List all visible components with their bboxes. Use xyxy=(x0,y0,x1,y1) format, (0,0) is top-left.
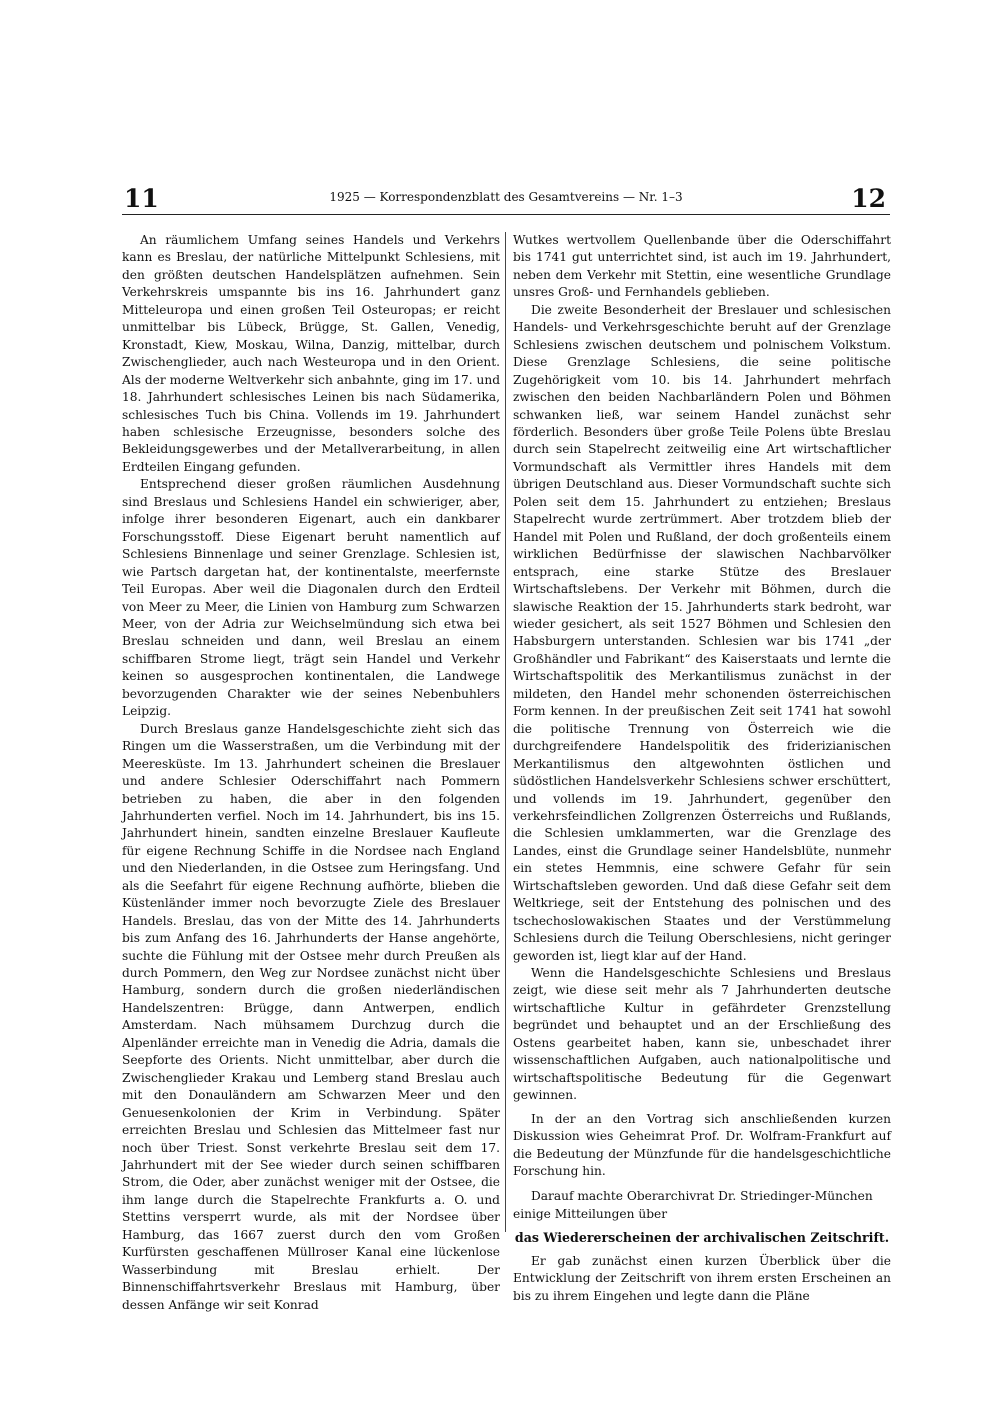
paragraph: Durch Breslaus ganze Handelsgeschichte zieht sich das Ringen um die Wasserstraßen, um die Verbindung mit der Meeresküste. Im 13. Jahrhundert scheinen die Breslauer und andere Schlesier Oderschiffahrt nach Pommern betrieben zu haben, die aber in den folgenden Jahrhunderten verfiel. Noch im 14. Jahrhundert, bis ins 15. Jahrhundert hinein, sandten einzelne Breslauer Kaufleute für eigene Rechnung Schiffe in die Nordsee nach England und den Niederlanden, in die Ostsee zum Heringsfang. Und als die Seefahrt für eigene Rechnung aufhörte, blieben die Küstenländer immer noch bevorzugte Ziele des Breslauer Handels. Breslau, das von der Mitte des 14. Jahrhunderts bis zum Anfang des 16. Jahrhunderts der Hanse angehörte, suchte die Fühlung mit der Ostsee mehr durch Preußen als durch Pommern, den Weg zur Nordsee zunächst nicht über Hamburg, sondern durch die großen niederländischen Handelszentren: Brügge, dann Antwerpen, endlich Amsterdam. Nach mühsamem Durchzug durch die Alpenländer erreichte man in Venedig die Adria, damals die Seepforte des Orients. Nicht unmittelbar, aber durch die Zwischenglieder Krakau und Lemberg stand Breslau auch mit den Donauländern am Schwarzen Meer und den Genuesenkolonien der Krim in Verbindung. Später erreichten Breslau und Schlesien das Mittelmeer fast nur noch über Triest. Sonst verkehrte Breslau seit dem 17. Jahrhundert mit der See wieder durch seinen schiffbaren Strom, die Oder, aber zunächst weniger mit der Ostsee, die ihm lange durch die Stapelrechte Frankfurts a. O. und Stettins versperrt wurde, als mit der Nordsee über Hamburg, das 1667 zuerst durch den vom Großen Kurfürsten geschaffenen Müllroser Kanal eine lückenlose Wasserbindung mit Breslau erhielt. Der Binnenschiffahrtsverkehr Breslaus mit Hamburg, über dessen Anfänge wir seit Konrad xyxy=(122,721,500,1312)
header-rule xyxy=(122,214,890,215)
paragraph: In der an den Vortrag sich anschließenden kurzen Diskussion wies Geheimrat Prof. Dr. Wolfram-Frankfurt auf die Bedeutung der Münzfunde für die handelsgeschichtliche Forschung hin. xyxy=(513,1111,891,1179)
paragraph: Wenn die Handelsgeschichte Schlesiens und Breslaus zeigt, wie diese seit mehr als 7 Jahrhunderten deutsche wirtschaftliche Kultur in gefährdeter Grenzstellung begründet und behauptet und an der Erschließung des Ostens gearbeitet haben, kann sie, unbeschadet ihrer wissenschaftlichen Aufgaben, auch nationalpolitische und wirtschaftspolitische Bedeutung für die Gegenwart gewinnen. xyxy=(513,966,891,1103)
right-column xyxy=(513,232,891,1305)
paragraph: Entsprechend dieser großen räumlichen Ausdehnung sind Breslaus und Schlesiens Handel ein schwieriger, aber, infolge ihrer besonderen Eigenart, auch ein dankbarer Forschungsstoff. Diese Eigenart beruht namentlich auf Schlesiens Binnenlage und seiner Grenzlage. Schlesien ist, wie Partsch dargetan hat, der kontinentalste, meerfernste Teil Europas. Aber weil die Diagonalen durch den Erdteil von Meer zu Meer, die Linien von Hamburg zum Schwarzen Meer, von der Adria zur Weichselmündung sich etwa bei Breslau schneiden und dann, weil Breslau an einem schiffbaren Strome liegt, trägt sein Handel und Verkehr keinen so ausgesprochen kontinentalen, die Landwege bevorzugenden Charakter wie der seines Nebenbuhlers Leipzig. xyxy=(122,477,500,719)
column-divider xyxy=(505,232,506,1232)
section-heading: das Wiedererscheinen der archivalischen Zeitschrift. xyxy=(514,1230,890,1246)
page-header xyxy=(122,184,890,214)
running-title: 1925 — Korrespondenzblatt des Gesamtvereins — Nr. 1–3 xyxy=(329,190,683,204)
paragraph: An räumlichem Umfang seines Handels und Verkehrs kann es Breslau, der natürliche Mittelpunkt Schlesiens, mit den größten deutschen Handelsplätzen aufnehmen. Sein Verkehrskreis umspannte bis ins 16. Jahrhundert ganz Mitteleuropa und einen großen Teil Osteuropas; er reicht unmittelbar bis Lübeck, Brügge, St. Gallen, Venedig, Kronstadt, Kiew, Moskau, Wilna, Danzig, mittelbar, durch Zwischenglieder, auch nach Westeuropa und in den Orient. Als der moderne Weltverkehr sich anbahnte, ging im 17. und 18. Jahrhundert schlesisches Leinen bis nach Südamerika, schlesisches Tuch bis China. Vollends im 19. Jahrhundert haben schlesische Erzeugnisse, besonders solche des Bekleidungsgewerbes und der Metallverarbeitung, in allen Erdteilen Eingang gefunden. xyxy=(122,233,500,474)
page-number-right: 12 xyxy=(851,184,886,213)
left-column xyxy=(122,232,500,1314)
page-number-left: 11 xyxy=(124,184,159,213)
continued-paragraph: Wutkes wertvollem Quellenbande über die Oderschiffahrt bis 1741 gut unterrichtet sind, ist auch im 19. Jahrhundert, neben dem Verkehr mit Stettin, eine wesentliche Grundlage unsres Groß- und Fernhandels geblieben. xyxy=(513,233,891,300)
paragraph: Die zweite Besonderheit der Breslauer und schlesischen Handels- und Verkehrsgeschichte beruht auf der Grenzlage Schlesiens zwischen deutschem und polnischem Volkstum. Diese Grenzlage Schlesiens, die seine politische Zugehörigkeit vom 10. bis 14. Jahrhundert mehrfach zwischen den beiden Nachbarländern Polen und Böhmen schwanken ließ, war seinem Handel zunächst sehr förderlich. Besonders über große Teile Polens übte Breslau durch sein Stapelrecht zeitweilig eine Art wirtschaftlicher Vormundschaft als Vermittler ihres Handels mit dem übrigen Deutschland aus. Dieser Vormundschaft suchte sich Polen seit dem 15. Jahrhundert zu entziehen; Breslaus Stapelrecht wurde zertrümmert. Aber trotzdem blieb der Handel mit Polen und Rußland, der doch großenteils einem wirklichen Bedürfnisse der slawischen Nachbarvölker entsprach, eine starke Stütze des Breslauer Wirtschaftslebens. Der Verkehr mit Böhmen, durch die slawische Reaktion der 15. Jahrhunderts stark bedroht, war wieder gesichert, als seit 1527 Böhmen und Schlesien den Habsburgern unterstanden. Schlesien war bis 1741 „der Großhändler und Fabrikant“ des Kaiserstaats und lernte die Wirtschaftspolitik des Merkantilismus zunächst in der mildeten, den Handel mehr schonenden österreichischen Form kennen. In der preußischen Zeit seit 1741 hat sowohl die politische Trennung von Österreich wie die durchgreifendere Handelspolitik des friderizianischen Merkantilismus den altgewohnten östlichen und südöstlichen Handelsverkehr Schlesiens schwer erschüttert, und vollends im 19. Jahrhundert, gegenüber den verkehrsfeindlichen Zollgrenzen Österreichs und Rußlands, die Schlesien umklammerten, war die Grenzlage des Landes, einst die Grundlage seiner Handelsblüte, nunmehr ein stetes Hemmnis, eine schwere Gefahr für sein Wirtschaftsleben geworden. Und daß diese Gefahr seit dem Weltkriege, seit der Entstehung des polnischen und des tschechoslowakischen Staates und der Verstümmelung Schlesiens durch die Teilung Oberschlesiens, nicht geringer geworden ist, liegt klar auf der Hand. xyxy=(513,302,891,963)
announcement: Darauf machte Oberarchivrat Dr. Striedinger-München einige Mitteilungen über xyxy=(513,1189,873,1221)
paragraph: Er gab zunächst einen kurzen Überblick über die Entwicklung der Zeitschrift von ihrem ersten Erscheinen an bis zu ihrem Eingehen und legte dann die Pläne xyxy=(513,1253,891,1303)
